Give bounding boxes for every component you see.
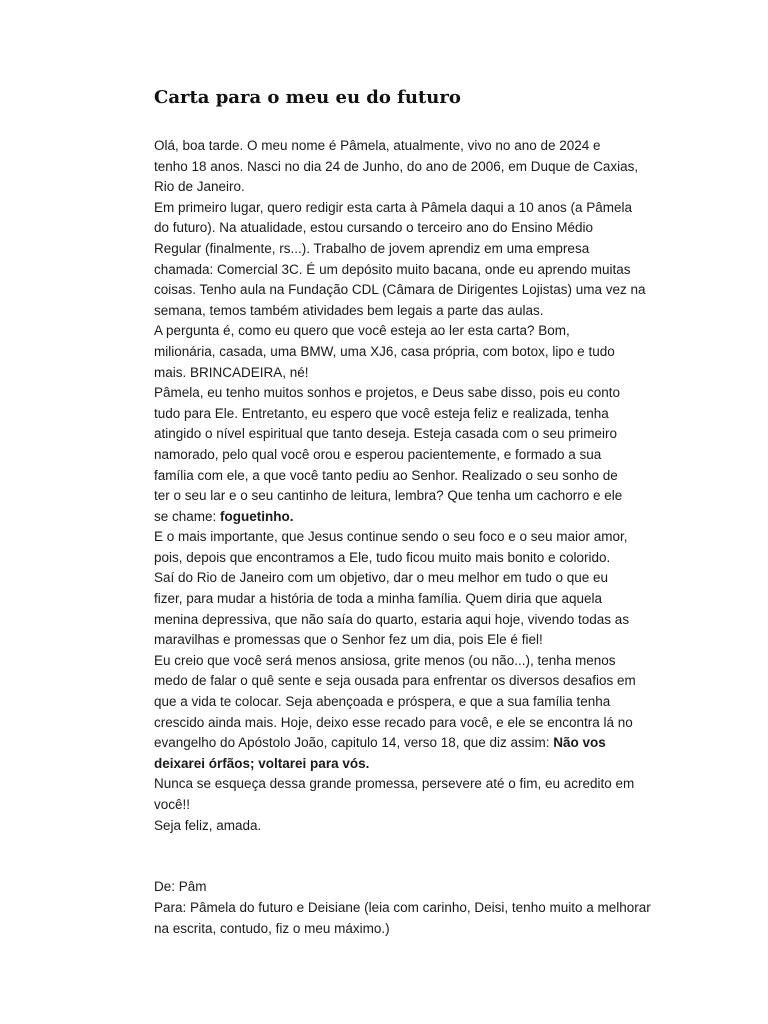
text-run: evangelho do Apóstolo João, capitulo 14, verso 18, que diz assim: bbox=[154, 735, 554, 751]
text-run: Eu creio que você será menos ansiosa, grite menos (ou não...), tenha menos bbox=[154, 652, 616, 668]
text-line bbox=[154, 919, 664, 940]
bold-text-run: foguetinho. bbox=[220, 508, 294, 524]
text-run: tudo para Ele. Entretanto, eu espero que você esteja feliz e realizada, tenha bbox=[154, 405, 609, 421]
text-line bbox=[154, 671, 664, 692]
text-run: atingido o nível espiritual que tanto deseja. Esteja casada com o seu primeiro bbox=[154, 426, 618, 442]
text-line bbox=[154, 136, 664, 157]
text-line bbox=[154, 630, 664, 651]
text-line bbox=[154, 466, 664, 487]
text-line bbox=[154, 692, 664, 713]
text-run: chamada: Comercial 3C. É um depósito muito bacana, onde eu aprendo muitas bbox=[154, 261, 631, 277]
text-line bbox=[154, 301, 664, 322]
text-run: menina depressiva, que não saía do quarto, estaria aqui hoje, vivendo todas as bbox=[154, 611, 630, 627]
text-line bbox=[154, 363, 664, 384]
letter-title: Carta para o meu eu do futuro bbox=[154, 87, 461, 108]
text-run: milionária, casada, uma BMW, uma XJ6, casa própria, com botox, lipo e tudo bbox=[154, 343, 615, 359]
text-run: Em primeiro lugar, quero redigir esta carta à Pâmela daqui a 10 anos (a Pâmela bbox=[154, 199, 633, 215]
text-line bbox=[154, 610, 664, 631]
bold-text-run: Não vos bbox=[553, 735, 606, 751]
letter-body bbox=[154, 136, 664, 939]
text-line bbox=[154, 424, 664, 445]
text-run: De: Pâm bbox=[154, 879, 207, 895]
blank-line bbox=[154, 836, 664, 857]
text-run: Para: Pâmela do futuro e Deisiane (leia com carinho, Deisi, tenho muito a melhorar bbox=[154, 899, 651, 915]
text-line bbox=[154, 754, 664, 775]
bold-text-run: deixarei órfãos; voltarei para vós. bbox=[154, 755, 370, 771]
text-line bbox=[154, 589, 664, 610]
text-line bbox=[154, 486, 664, 507]
text-run: medo de falar o quê sente e seja ousada para enfrentar os diversos desafios em bbox=[154, 673, 636, 689]
text-run: pois, depois que encontramos a Ele, tudo ficou muito mais bonito e colorido. bbox=[154, 549, 611, 565]
text-line bbox=[154, 342, 664, 363]
text-line bbox=[154, 445, 664, 466]
text-line bbox=[154, 321, 664, 342]
text-line bbox=[154, 260, 664, 281]
text-run: Saí do Rio de Janeiro com um objetivo, dar o meu melhor em tudo o que eu bbox=[154, 570, 609, 586]
text-run: E o mais importante, que Jesus continue sendo o seu foco e o seu maior amor, bbox=[154, 529, 628, 545]
text-line bbox=[154, 218, 664, 239]
text-run: maravilhas e promessas que o Senhor fez um dia, pois Ele é fiel! bbox=[154, 632, 543, 648]
text-line bbox=[154, 877, 664, 898]
text-run: Regular (finalmente, rs...). Trabalho de jovem aprendiz em uma empresa bbox=[154, 240, 590, 256]
text-line bbox=[154, 898, 664, 919]
text-run: tenho 18 anos. Nasci no dia 24 de Junho, do ano de 2006, em Duque de Caxias, bbox=[154, 158, 639, 174]
text-line bbox=[154, 177, 664, 198]
text-run: ter o seu lar e o seu cantinho de leitura, lembra? Que tenha um cachorro e ele bbox=[154, 488, 623, 504]
text-run: coisas. Tenho aula na Fundação CDL (Câmara de Dirigentes Lojistas) uma vez na bbox=[154, 282, 646, 298]
text-run: Olá, boa tarde. O meu nome é Pâmela, atualmente, vivo no ano de 2024 e bbox=[154, 138, 601, 153]
text-line bbox=[154, 651, 664, 672]
text-line bbox=[154, 507, 664, 528]
text-run: crescido ainda mais. Hoje, deixo esse recado para você, e ele se encontra lá no bbox=[154, 714, 633, 730]
blank-line bbox=[154, 857, 664, 878]
text-run: namorado, pelo qual você orou e esperou pacientemente, e formado a sua bbox=[154, 446, 602, 462]
text-run: Seja feliz, amada. bbox=[154, 817, 262, 833]
text-line bbox=[154, 383, 664, 404]
text-run: do futuro). Na atualidade, estou cursando o terceiro ano do Ensino Médio bbox=[154, 220, 594, 236]
text-run: A pergunta é, como eu quero que você esteja ao ler esta carta? Bom, bbox=[154, 323, 570, 339]
text-run: semana, temos também atividades bem legais a parte das aulas. bbox=[154, 302, 544, 318]
text-line bbox=[154, 795, 664, 816]
text-line bbox=[154, 157, 664, 178]
text-run: mais. BRINCADEIRA, né! bbox=[154, 364, 309, 380]
text-run: você!! bbox=[154, 797, 191, 812]
text-line bbox=[154, 816, 664, 837]
text-line bbox=[154, 774, 664, 795]
text-line bbox=[154, 404, 664, 425]
text-line bbox=[154, 239, 664, 260]
text-run: Rio de Janeiro. bbox=[154, 179, 245, 195]
text-line bbox=[154, 733, 664, 754]
text-line bbox=[154, 713, 664, 734]
text-line bbox=[154, 198, 664, 219]
text-run: na escrita, contudo, fiz o meu máximo.) bbox=[154, 920, 390, 936]
text-run: se chame: bbox=[154, 508, 221, 524]
text-run: família com ele, a que você tanto pediu ao Senhor. Realizado o seu sonho de bbox=[154, 467, 618, 483]
text-run: Nunca se esqueça dessa grande promessa, persevere até o fim, eu acredito em bbox=[154, 776, 635, 792]
text-line bbox=[154, 568, 664, 589]
text-run: Pâmela, eu tenho muitos sonhos e projetos, e Deus sabe disso, pois eu conto bbox=[154, 385, 621, 401]
text-line bbox=[154, 548, 664, 569]
text-run: que a vida te colocar. Seja abençoada e próspera, e que a sua família tenha bbox=[154, 694, 611, 710]
text-line bbox=[154, 527, 664, 548]
text-run: fizer, para mudar a história de toda a minha família. Quem diria que aquela bbox=[154, 591, 602, 607]
text-line bbox=[154, 280, 664, 301]
